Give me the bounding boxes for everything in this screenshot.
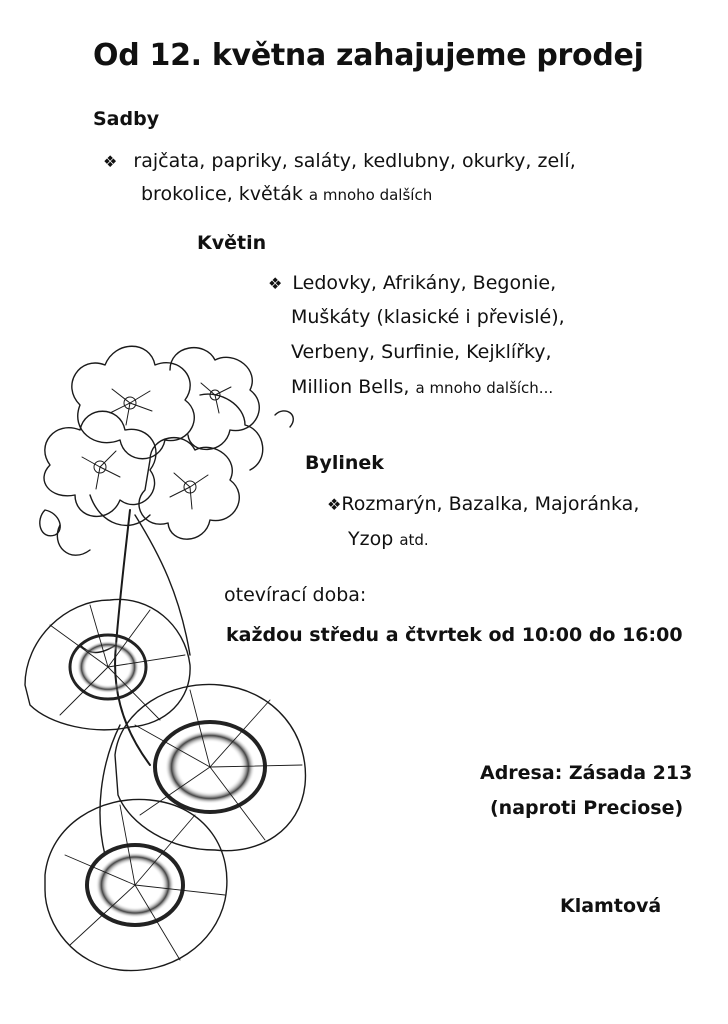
list-item-text: rajčata, papriky, saláty, kedlubny, okurky, zelí, (133, 150, 576, 172)
list-item-small-text: atd. (399, 531, 429, 549)
list-item-sadby-2 (141, 183, 432, 205)
section-heading-sadby: Sadby (93, 108, 160, 130)
bullet-icon: ❖ (327, 495, 342, 514)
list-item-kvetin-4 (291, 376, 553, 398)
bullet-icon: ❖ (103, 152, 118, 171)
list-item-small-text: a mnoho dalších... (415, 379, 554, 397)
signature: Klamtová (560, 895, 662, 917)
address-line-2: (naproti Preciose) (490, 797, 684, 819)
page-title: Od 12. května zahajujeme prodej (93, 38, 644, 73)
list-item-small-text: a mnoho dalších (308, 186, 433, 204)
list-item-sadby-1 (103, 150, 576, 172)
address-line-1: Adresa: Zásada 213 (480, 762, 693, 784)
list-item-kvetin-2: Muškáty (klasické i převislé), (291, 306, 565, 328)
bullet-icon: ❖ (268, 274, 283, 293)
list-item-bylinek-1 (327, 493, 639, 515)
list-item-kvetin-1 (268, 272, 556, 294)
list-item-text: Rozmarýn, Bazalka, Majoránka, (341, 493, 640, 515)
geranium-illustration (20, 295, 320, 1005)
list-item-text: brokolice, květák (141, 183, 303, 205)
list-item-text: Ledovky, Afrikány, Begonie, (292, 272, 557, 294)
list-item-text: Million Bells, (291, 376, 410, 398)
hours-label: otevírací doba: (224, 584, 367, 606)
list-item-kvetin-3: Verbeny, Surfinie, Kejklířky, (291, 341, 552, 363)
list-item-text: Yzop (348, 528, 394, 550)
section-heading-kvetin: Květin (197, 232, 267, 254)
section-heading-bylinek: Bylinek (305, 452, 384, 474)
hours-value: každou středu a čtvrtek od 10:00 do 16:00 (226, 624, 683, 646)
list-item-bylinek-2 (348, 528, 429, 550)
